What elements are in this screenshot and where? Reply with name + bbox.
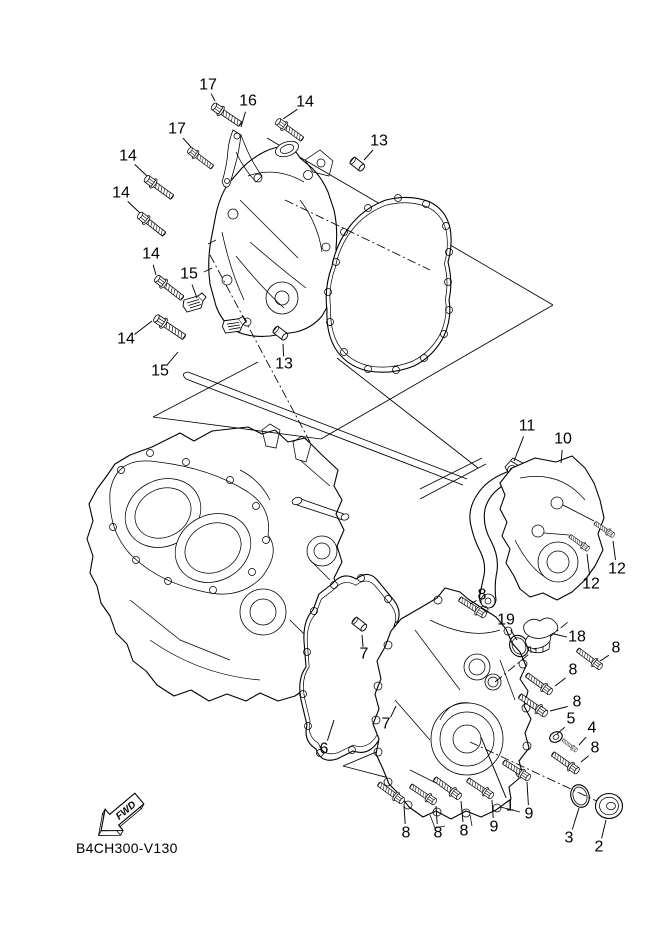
callout-14: 14 — [296, 93, 314, 111]
callout-6: 6 — [319, 740, 329, 758]
leader-line — [613, 541, 616, 560]
callout-8: 8 — [611, 639, 621, 657]
leader-line — [602, 820, 606, 838]
callout-8: 8 — [477, 586, 487, 604]
callout-4: 4 — [587, 719, 597, 737]
callout-17: 17 — [168, 120, 186, 138]
clamp-15 — [183, 293, 206, 312]
bolt-17 — [186, 145, 216, 171]
leader-line — [241, 112, 246, 127]
crank-opening — [240, 589, 286, 635]
leader-line — [554, 634, 567, 637]
callout-18: 18 — [568, 628, 586, 646]
leader-line — [211, 94, 215, 101]
dowel-pin-13 — [349, 156, 366, 172]
callout-9: 9 — [524, 805, 534, 823]
leader-line — [579, 737, 586, 745]
callout-12: 12 — [608, 560, 626, 578]
callout-11: 11 — [518, 417, 536, 435]
callout-3: 3 — [564, 829, 574, 847]
callout-14: 14 — [117, 330, 135, 348]
leader-line — [514, 436, 524, 461]
leader-line — [364, 150, 373, 160]
callout-8: 8 — [433, 824, 443, 842]
clutch-cover — [204, 138, 337, 336]
bolt-8 — [549, 749, 581, 776]
leader-line — [283, 109, 297, 119]
callout-14: 14 — [142, 245, 160, 263]
callout-19: 19 — [497, 611, 515, 629]
leader-line — [128, 201, 140, 213]
bolt-14 — [274, 116, 306, 143]
callout-8: 8 — [401, 824, 411, 842]
plug-2 — [596, 794, 623, 819]
callout-13: 13 — [275, 355, 293, 373]
leader-line — [183, 138, 191, 147]
callout-8: 8 — [459, 822, 469, 840]
bolt-8 — [575, 646, 605, 672]
callout-17: 17 — [199, 76, 217, 94]
callout-13: 13 — [370, 132, 388, 150]
callout-8: 8 — [568, 661, 578, 679]
bolt-4 — [561, 737, 579, 753]
callout-8: 8 — [590, 739, 600, 757]
leader-line — [153, 265, 156, 275]
leader-line — [600, 655, 609, 661]
callout-1: 1 — [505, 797, 515, 815]
callout-5: 5 — [566, 710, 576, 728]
callout-16: 16 — [239, 92, 257, 110]
callout-7: 7 — [359, 645, 369, 663]
callout-10: 10 — [554, 430, 572, 448]
callout-8: 8 — [572, 693, 582, 711]
callout-14: 14 — [119, 147, 137, 165]
callout-9: 9 — [489, 818, 499, 836]
callout-14: 14 — [112, 184, 130, 202]
leader-line — [192, 285, 197, 299]
bolt-14 — [142, 173, 176, 202]
washer-5 — [548, 730, 564, 745]
leader-line — [581, 756, 589, 762]
leader-line — [550, 707, 568, 712]
callout-15: 15 — [151, 362, 169, 380]
callout-12: 12 — [582, 575, 600, 593]
leader-line — [404, 806, 405, 824]
clutch-cover-gasket — [325, 195, 453, 374]
callout-7: 7 — [381, 715, 391, 733]
fwd-label: FWD — [113, 799, 139, 823]
bolt-14 — [151, 312, 187, 342]
leader-line — [555, 678, 566, 686]
leader-line — [134, 321, 152, 335]
fwd-arrow — [88, 788, 149, 846]
o-ring-3 — [568, 782, 592, 809]
callout-2: 2 — [594, 838, 604, 856]
bolt-8 — [523, 671, 554, 697]
bolt-14 — [135, 210, 167, 239]
leader-line — [135, 164, 147, 176]
leader-line — [572, 808, 579, 830]
clutch-cover-assembly — [135, 101, 452, 374]
leader-line — [527, 782, 528, 805]
callout-15: 15 — [180, 265, 198, 283]
oil-filler-neck — [485, 674, 501, 690]
diagram-code: B4CH300-V130 — [76, 840, 178, 856]
